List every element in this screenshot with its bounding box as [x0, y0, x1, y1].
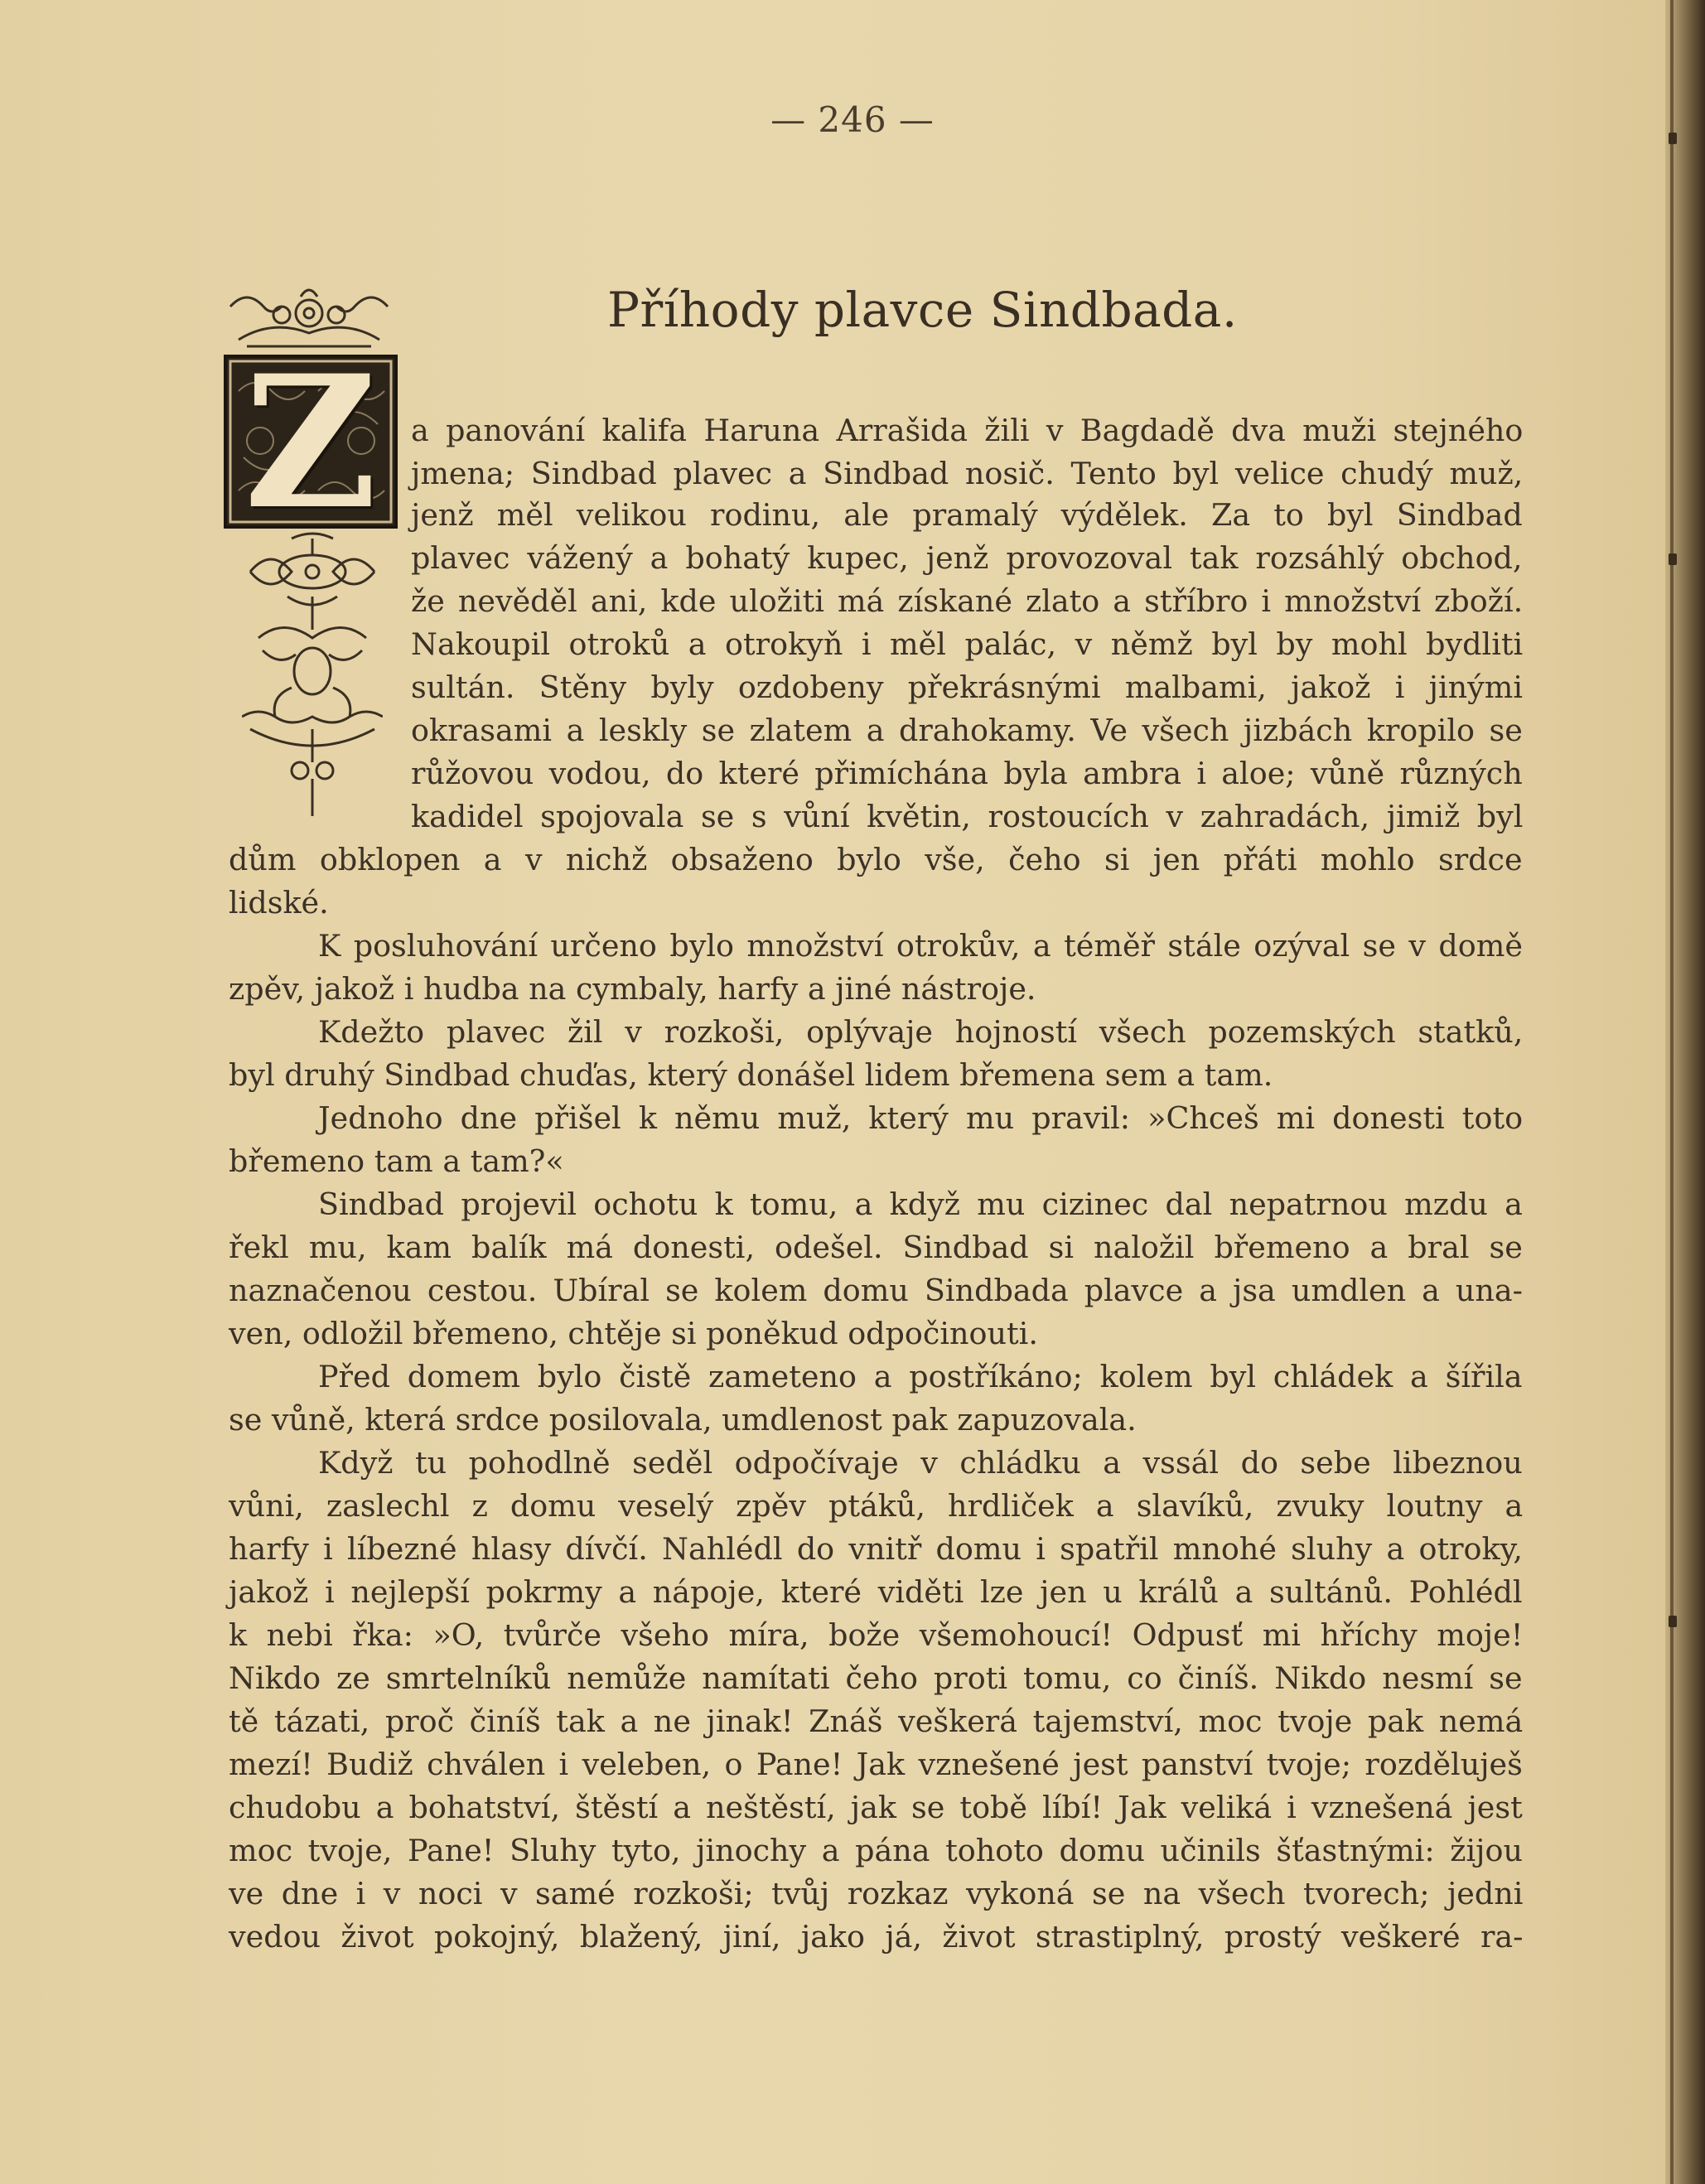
initial-letter: Z — [244, 335, 378, 549]
text-line: růžovou vodou, do které přimíchána byla ambra i aloe; vůně různých — [411, 756, 1523, 791]
edge-mark — [1669, 553, 1677, 565]
text-line: Jednoho dne přišel k němu muž, který mu pravil: »Chceš mi donesti toto — [318, 1100, 1524, 1136]
text-line: byl druhý Sindbad chuďas, který donášel lidem břemena sem a tam. — [229, 1057, 1273, 1093]
text-line: lidské. — [229, 885, 329, 920]
text-line: zpěv, jakož i hudba na cymbaly, harfy a jiné nástroje. — [229, 971, 1036, 1007]
text-line: okrasami a leskly se zlatem a drahokamy. Ve všech jizbách kropilo se — [411, 713, 1523, 748]
text-line: břemeno tam a tam?« — [229, 1143, 564, 1179]
text-line: tě tázati, proč činíš tak a ne jinak! Znáš veškerá tajemství, moc tvoje pak nemá — [229, 1703, 1524, 1739]
text-line: naznačenou cestou. Ubíral se kolem domu Sindbada plavce a jsa umdlen a una- — [229, 1273, 1524, 1308]
text-line: sultán. Stěny byly ozdobeny překrásnými malbami, jakož i jinými — [411, 669, 1524, 705]
text-line: jmena; Sindbad plavec a Sindbad nosič. Tento byl velice chudý muž, — [411, 456, 1524, 491]
ornament-side — [242, 530, 383, 820]
page-edge — [1665, 0, 1705, 2184]
text-line: ven, odložil břemeno, chtěje si poněkud odpočinouti. — [229, 1316, 1038, 1351]
text-line: Kdežto plavec žil v rozkoši, oplývaje hojností všech pozemských statků, — [318, 1014, 1524, 1050]
page-number: — 246 — — [770, 99, 935, 140]
text-line: chudobu a bohatství, štěstí a neštěstí, jak se tobě líbí! Jak veliká i vznešená jest — [229, 1790, 1523, 1825]
text-line: se vůně, která srdce posilovala, umdlenost pak zapuzovala. — [229, 1402, 1137, 1437]
text-line: kadidel spojovala se s vůní květin, rostoucích v zahradách, jimiž byl — [411, 799, 1524, 834]
text-line: Před domem bylo čistě zameteno a postříkáno; kolem byl chládek a šířila — [318, 1359, 1523, 1394]
text-line: plavec vážený a bohatý kupec, jenž provozoval tak rozsáhlý obchod, — [411, 540, 1523, 576]
text-line: ve dne i v noci v samé rozkoši; tvůj rozkaz vykoná se na všech tvorech; jedni — [229, 1876, 1524, 1911]
text-line: moc tvoje, Pane! Sluhy tyto, jinochy a pána tohoto domu učinils šťastnými: žijou — [229, 1833, 1523, 1868]
chapter-title: Příhody plavce Sindbada. — [607, 282, 1238, 338]
text-line: Když tu pohodlně seděl odpočívaje v chládku a vssál do sebe libeznou — [318, 1445, 1523, 1481]
text-line: Sindbad projevil ochotu k tomu, a když mu cizinec dal nepatrnou mzdu a — [318, 1186, 1523, 1222]
text-line: že nevěděl ani, kde uložiti má získané zlato a stříbro i množství zboží. — [411, 583, 1524, 619]
edge-mark — [1669, 1616, 1677, 1627]
text-line: Nakoupil otroků a otrokyň i měl palác, v němž byl by mohl bydliti — [411, 626, 1524, 662]
text-line: K posluhování určeno bylo množství otrokův, a téměř stále ozýval se v domě — [318, 928, 1523, 964]
text-line: vůni, zaslechl z domu veselý zpěv ptáků, hrdliček a slavíků, zvuky loutny a — [229, 1488, 1524, 1524]
text-line: jenž měl velikou rodinu, ale pramalý výdělek. Za to byl Sindbad — [411, 497, 1523, 533]
ornamental-initial — [224, 335, 398, 549]
text-line: mezí! Budiž chválen i veleben, o Pane! Jak vznešené jest panství tvoje; rozděluješ — [229, 1747, 1523, 1782]
text-line: řekl mu, kam balík má donesti, odešel. Sindbad si naložil břemeno a bral se — [229, 1230, 1523, 1265]
text-line: harfy i líbezné hlasy dívčí. Nahlédl do vnitř domu i spatřil mnohé sluhy a otroky, — [229, 1531, 1524, 1567]
text-line: k nebi řka: »O, tvůrče všeho míra, bože všemohoucí! Odpusť mi hříchy moje! — [229, 1617, 1524, 1653]
text-line: Nikdo ze smrtelníků nemůže namítati čeho proti tomu, co činíš. Nikdo nesmí se — [229, 1660, 1523, 1696]
text-line: dům obklopen a v nichž obsaženo bylo vše, čeho si jen přáti mohlo srdce — [229, 842, 1523, 877]
text-line: vedou život pokojný, blažený, jiní, jako já, život strastiplný, prostý veškeré ra- — [229, 1919, 1524, 1954]
text-line: a panování kalifa Haruna Arrašida žili v Bagdadě dva muži stejného — [411, 413, 1524, 448]
text-line: jakož i nejlepší pokrmy a nápoje, které viděti lze jen u králů a sultánů. Pohlédl — [229, 1574, 1523, 1610]
